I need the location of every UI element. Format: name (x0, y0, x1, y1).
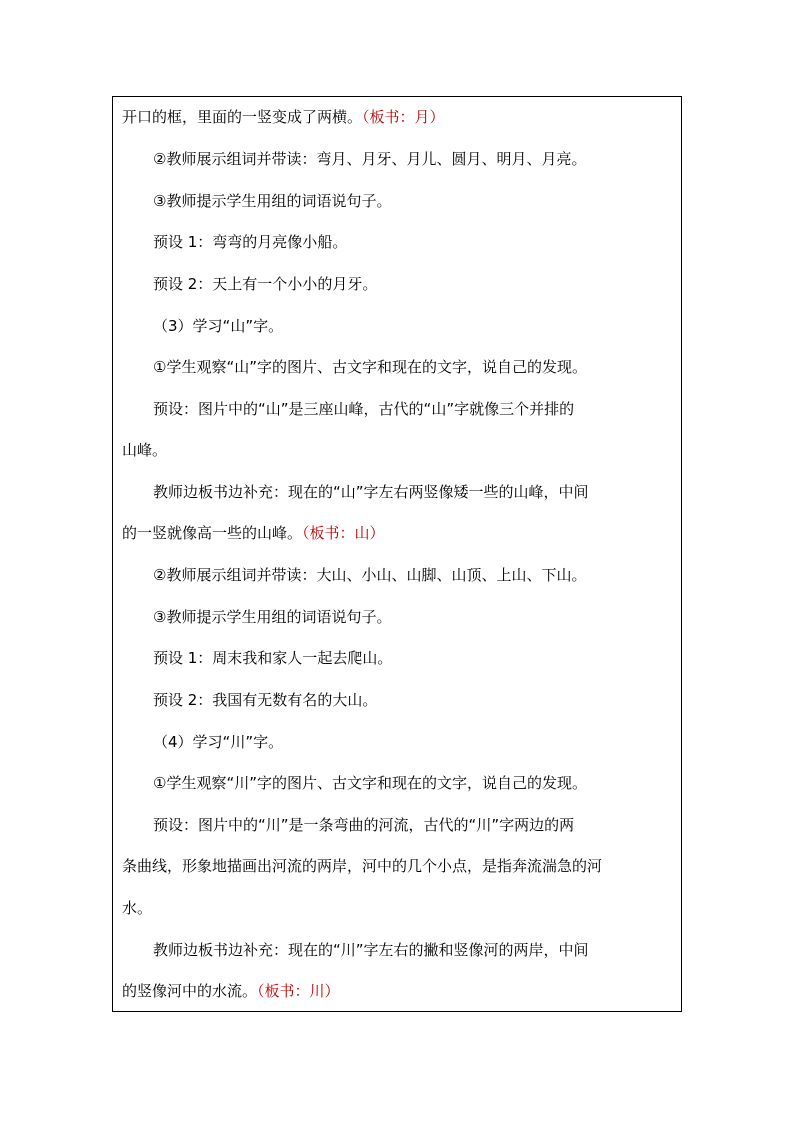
line-text: 预设：图片中的“川”是一条弯曲的河流，古代的“川”字两边的两 (153, 816, 575, 834)
line-14 (153, 648, 392, 668)
line-text: 预设 1：弯弯的月亮像小船。 (153, 233, 348, 251)
line-9 (122, 440, 167, 460)
line-text: 预设 2：我国有无数有名的大山。 (153, 691, 378, 709)
line-text: （4）学习“川”字。 (153, 733, 284, 751)
section-heading-4 (153, 732, 283, 752)
board-note: （板书：山） (302, 524, 385, 542)
line-15 (153, 690, 377, 710)
line-text: ②教师展示组词并带读：弯月、月牙、月儿、圆月、明月、月亮。 (153, 150, 587, 168)
line-21 (153, 940, 589, 960)
line-3 (153, 191, 391, 211)
line-4 (153, 232, 347, 252)
line-text: 开口的框，里面的一竖变成了两横。 (122, 108, 363, 126)
line-text: 水。 (122, 899, 153, 917)
board-note: （板书：月） (362, 108, 445, 126)
line-18 (153, 815, 574, 835)
line-text: （3）学习“山”字。 (153, 317, 284, 335)
line-10 (153, 482, 589, 502)
line-7 (153, 357, 587, 377)
line-text: ①学生观察“山”字的图片、古文字和现在的文字，说自己的发现。 (153, 358, 587, 376)
line-text: ①学生观察“川”字的图片、古文字和现在的文字，说自己的发现。 (153, 774, 587, 792)
line-text: ③教师提示学生用组的词语说句子。 (153, 192, 392, 210)
line-text: 的一竖就像高一些的山峰。 (122, 524, 303, 542)
line-text: ②教师展示组词并带读：大山、小山、山脚、山顶、上山、下山。 (153, 566, 587, 584)
line-text: 条曲线，形象地描画出河流的两岸，河中的几个小点，是指奔流湍急的河 (122, 857, 603, 875)
line-13 (153, 607, 391, 627)
line-text: 预设：图片中的“山”是三座山峰，古代的“山”字就像三个并排的 (153, 400, 575, 418)
line-8 (153, 399, 574, 419)
section-heading-3 (153, 316, 283, 336)
line-17 (153, 773, 587, 793)
line-text: 的竖像河中的水流。 (122, 982, 258, 1000)
line-2 (153, 149, 586, 169)
line-20 (122, 898, 152, 918)
line-5 (153, 274, 377, 294)
line-22 (122, 981, 340, 1001)
line-text: 山峰。 (122, 441, 168, 459)
line-1 (122, 107, 445, 127)
line-11 (122, 523, 385, 543)
line-text: 预设 1：周末我和家人一起去爬山。 (153, 649, 393, 667)
line-text: 教师边板书边补充：现在的“山”字左右两竖像矮一些的山峰，中间 (153, 483, 589, 501)
line-19 (122, 856, 602, 876)
line-text: ③教师提示学生用组的词语说句子。 (153, 608, 392, 626)
line-text: 预设 2：天上有一个小小的月牙。 (153, 275, 378, 293)
board-note: （板书：川） (257, 982, 340, 1000)
line-text: 教师边板书边补充：现在的“川”字左右的撇和竖像河的两岸，中间 (153, 941, 589, 959)
line-12 (153, 565, 586, 585)
